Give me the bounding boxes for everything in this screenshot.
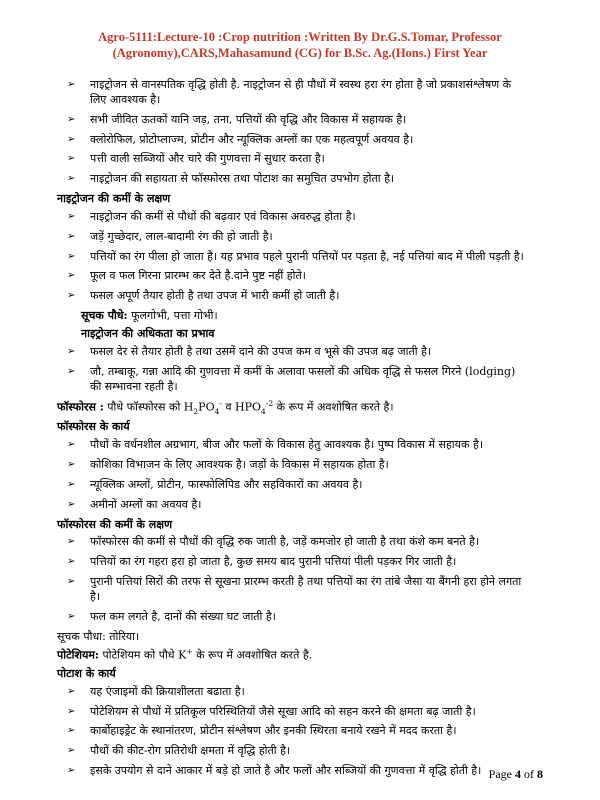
phosphorus-deficiency-list — [57, 535, 529, 624]
phosphorus-intro: फॉस्फोरस : पौधे फॉस्फोरस को $H_2PO_4^-$ व $HPO_4^{-2}$ के रूप में अवशोषित करते है। — [57, 399, 394, 417]
arrow-bullet-icon: ➢ — [67, 745, 76, 757]
nitrogen-deficiency-heading: नाइट्रोजन की कमीं के लक्षण — [57, 192, 171, 206]
list-item: ➢ यह एंजाइमों की क्रियाशीलता बढाता है। — [67, 684, 245, 698]
phosphorus-functions-heading: फॉस्फोरस के कार्य — [57, 420, 130, 434]
list-item: ➢ फॉस्फोरस की कमीं से पौधों की वृद्धि रुक जाती है, जड़ें कमजोर हो जाती है तथा कंशे कम बनते है। — [67, 535, 480, 549]
list-item: ➢ कोशिका विभाजन के लिए आवश्यक है। जड़ों के विकास में सहायक होता है। — [67, 458, 389, 471]
potash-functions-heading: पोटाश के कार्य — [57, 666, 116, 680]
arrow-bullet-icon: ➢ — [67, 270, 76, 282]
list-item: ➢ पौधों के वर्धनशील अग्रभाग, बीज और फलों के विकास हेतु आवश्यक है। पुष्प विकास में सहायक है। — [67, 438, 483, 452]
nitrogen-roles-list — [57, 78, 529, 187]
arrow-bullet-icon: ➢ — [67, 576, 76, 588]
list-item: ➢ पौधों की कीट-रोग प्रतिरोधी क्षमता में वृद्धि होती है। — [67, 744, 291, 758]
list-item: ➢ कार्बोहाइड्रेट के स्थानांतरण, प्रोटीन संश्लेषण और इनकी स्थिरता बनाये रखने में मदद करता है। — [67, 724, 457, 738]
arrow-bullet-icon: ➢ — [67, 79, 76, 90]
list-item: ➢ नाइट्रोजन की सहायता से फॉस्फोरस तथा पोटाश का समुचित उपभोग होता है। — [67, 172, 395, 186]
list-item: ➢ नाइट्रोजन की कमीं से पौधों की बढ़वार एवं विकास अवरुद्ध होता है। — [67, 209, 356, 223]
arrow-bullet-icon: ➢ — [67, 556, 76, 568]
arrow-bullet-icon: ➢ — [67, 153, 76, 165]
list-item: ➢ पत्तियों का रंग पीला हो जाता है। यह प्रभाव पहले पुरानी पत्तियों पर पड़ता है, नई पत्तियां बाद में पीली पड़ती है। — [67, 249, 524, 263]
arrow-bullet-icon: ➢ — [67, 685, 76, 697]
list-item: ➢ नाइट्रोजन से वानस्पतिक वृद्धि होती है. नाइट्रोजन से ही पौधों में स्वस्थ हरा रंग होता है जो प्रकाशसंश्लेषण के लिए आवश्यक है। — [67, 78, 512, 106]
nitrogen-deficiency-list — [57, 210, 529, 304]
arrow-bullet-icon: ➢ — [67, 765, 76, 777]
list-item: ➢ फूल व फल गिरना प्रारम्भ कर देते है.दाने पुष्ट नहीं होते। — [67, 269, 306, 283]
list-item: ➢ इसके उपयोग से दाने आकार में बड़े हो जाते है और फलों और सब्जियों की गुणवत्ता में वृद्धि होती है। — [67, 764, 482, 778]
list-item: ➢ न्यूक्लिक अम्लों, प्रोटीन, फास्फोलिपिड और सहविकारों का अवयव है। — [67, 477, 363, 491]
arrow-bullet-icon: ➢ — [67, 536, 76, 548]
page-header — [60, 30, 540, 61]
phosphorus-deficiency-heading: फॉस्फोरस की कमीं के लक्षण — [57, 517, 173, 531]
arrow-bullet-icon: ➢ — [67, 230, 76, 242]
document-body — [57, 78, 529, 784]
phosphorus-indicator-plant: सूचक पौधा: तोरिया। — [57, 629, 140, 643]
list-item: ➢ पत्तियों का रंग गहरा हरा हो जाता है, कुछ समय बाद पुरानी पत्तियां पीली पड़कर गिर जाती है। — [67, 555, 457, 569]
arrow-bullet-icon: ➢ — [67, 173, 76, 185]
arrow-bullet-icon: ➢ — [67, 345, 76, 357]
list-item: ➢ जौ, तम्बाकू, गन्ना आदि की गुणवत्ता में कमीं के अलावा फसलों की अधिक वृद्धि से फसल गिरने (lodging) की सम्भावना रहती है। — [67, 364, 516, 393]
arrow-bullet-icon: ➢ — [67, 439, 76, 451]
list-item: ➢ अमीनों अम्लों का अवयव है। — [67, 497, 202, 511]
arrow-bullet-icon: ➢ — [67, 113, 76, 125]
arrow-bullet-icon: ➢ — [67, 133, 76, 145]
page-number: Page 4 of 8 — [488, 767, 543, 781]
list-item: ➢ सभी जीवित ऊतकों यानि जड़, तना, पत्तियों की वृद्धि और विकास में सहायक है। — [67, 112, 407, 126]
arrow-bullet-icon: ➢ — [67, 725, 76, 737]
list-item: ➢ जड़ें गुच्छेदार, लाल-बादामी रंग की हो जाती है। — [67, 229, 273, 243]
header-line-2: (Agronomy),CARS,Mahasamund (CG) for B.Sc. Ag.(Hons.) First Year — [112, 45, 488, 60]
arrow-bullet-icon: ➢ — [67, 705, 76, 717]
arrow-bullet-icon: ➢ — [67, 459, 76, 470]
arrow-bullet-icon: ➢ — [67, 290, 76, 302]
arrow-bullet-icon: ➢ — [67, 365, 76, 377]
nitrogen-excess-list — [57, 345, 529, 395]
potassium-intro: पोटेशियम: पोटेशियम को पौधे K+ के रूप में अवशोषित करते है. — [57, 647, 313, 663]
list-item: ➢ फसल अपूर्ण तैयार होती है तथा उपज में भारी कमीं हो जाती है। — [67, 289, 340, 303]
phosphorus-functions-list — [57, 438, 529, 512]
arrow-bullet-icon: ➢ — [67, 478, 76, 490]
nitrogen-indicator-plants: सूचक पौधे: फूलगोभी, पत्ता गोभी। — [81, 309, 218, 323]
list-item: ➢ फसल देर से तैयार होती है तथा उसमें दाने की उपज कम व भूसे की उपज बढ़ जाती है। — [67, 344, 432, 358]
list-item: ➢ पत्ती वाली सब्जियों और चारे की गुणवत्ता में सुधार करता है। — [67, 152, 325, 166]
list-item: ➢ पोटेशियम से पौधों में प्रतिकूल परिस्थितियों जैसे सूखा आदि को सहन करने की क्षमता बढ़ जाती है। — [67, 704, 476, 718]
list-item: ➢ फल कम लगते है, दानों की संख्या घट जाती है। — [67, 609, 276, 623]
potash-functions-list — [57, 685, 529, 779]
header-line-1: Agro-5111:Lecture-10 :Crop nutrition :Written By Dr.G.S.Tomar, Professor — [98, 30, 502, 44]
arrow-bullet-icon: ➢ — [67, 498, 76, 510]
list-item: ➢ पुरानी पत्तियां सिरों की तरफ से सूखना प्रारम्भ करती है तथा पत्तियों का रंग तांबे जैसा या बैंगनी हरा होने लगता है। — [67, 575, 522, 603]
arrow-bullet-icon: ➢ — [67, 210, 76, 222]
list-item: ➢ क्लोरोफिल, प्रोटोप्लाज्म, प्रोटीन और न्यूक्लिक अम्लों का एक महत्वपूर्ण अवयव है। — [67, 132, 414, 146]
nitrogen-excess-heading: नाइट्रोजन की अधिकता का प्रभाव — [81, 326, 215, 340]
arrow-bullet-icon: ➢ — [67, 250, 76, 262]
arrow-bullet-icon: ➢ — [67, 610, 76, 622]
